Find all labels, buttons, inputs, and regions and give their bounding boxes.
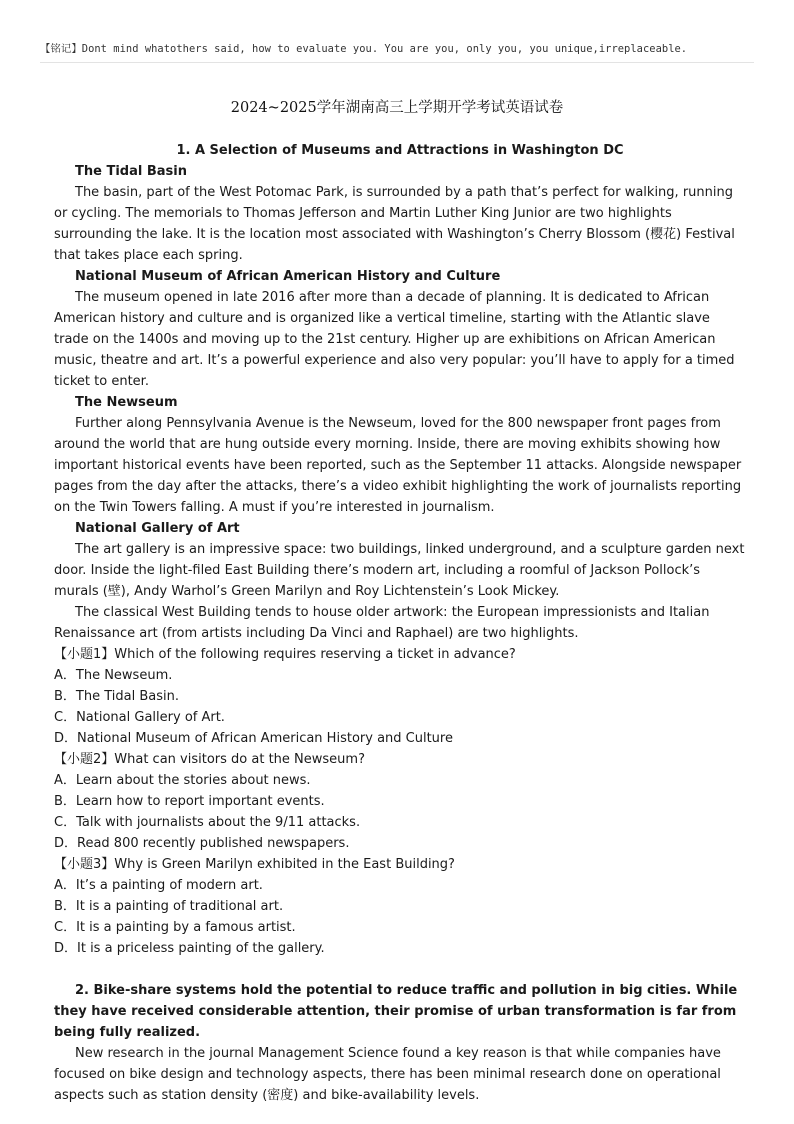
question-stem: 【小题3】Why is Green Marilyn exhibited in the East Building? bbox=[54, 857, 455, 872]
section-heading-national-gallery: National Gallery of Art bbox=[75, 521, 240, 536]
section-paragraph: The museum opened in late 2016 after more than a decade of planning. It is dedicated to African American history and culture and is organized like a vertical timeline, starting with the Atlantic slave trade on the 1400s and moving up to the 21st century. Higher up are exhibitions on African American music, theatre and art. It’s a powerful experience and also very popular: you’ll have to apply for a timed ticket to enter. bbox=[54, 290, 735, 389]
answer-option: A．Learn about the stories about news. bbox=[54, 773, 311, 788]
passage2-paragraph: New research in the journal Management Science found a key reason is that while companies have focused on bike design and technology aspects, there has been minimal research done on operational aspects such as station density (密度) and bike-availability levels. bbox=[54, 1046, 721, 1103]
section-heading-tidal-basin: The Tidal Basin bbox=[75, 164, 187, 179]
answer-option: C．National Gallery of Art. bbox=[54, 710, 225, 725]
answer-option: C．Talk with journalists about the 9/11 attacks. bbox=[54, 815, 361, 830]
motto-header: 【铭记】Dont mind whatothers said, how to evaluate you. You are you, only you, you unique,irreplaceable. bbox=[40, 40, 754, 63]
answer-option: B．The Tidal Basin. bbox=[54, 689, 179, 704]
question-stem: 【小题2】What can visitors do at the Newseum? bbox=[54, 752, 365, 767]
answer-option: B．It is a painting of traditional art. bbox=[54, 899, 284, 914]
exam-title: 2024~2025学年湖南高三上学期开学考试英语试卷 bbox=[230, 100, 564, 116]
answer-option: A．The Newseum. bbox=[54, 668, 173, 683]
passage2-title: 2. Bike-share systems hold the potential to reduce traffic and pollution in big cities. While they have received considerable attention, their promise of urban transformation is far from being fully realized. bbox=[54, 983, 738, 1040]
passage-divider-space bbox=[54, 959, 746, 980]
section-paragraph: The basin, part of the West Potomac Park, is surrounded by a path that’s perfect for walking, running or cycling. The memorials to Thomas Jefferson and Martin Luther King Junior are two highlights surrounding the lake. It is the location most associated with Washington’s Cherry Blossom (樱花) Festival that takes place each spring. bbox=[54, 185, 735, 263]
answer-option: B．Learn how to report important events. bbox=[54, 794, 325, 809]
question-stem: 【小题1】Which of the following requires reserving a ticket in advance? bbox=[54, 647, 516, 662]
section-paragraph: Further along Pennsylvania Avenue is the Newseum, loved for the 800 newspaper front pages from around the world that are hung outside every morning. Inside, there are moving exhibits showing how important historical events have been reported, such as the September 11 attacks. Alongside newspaper pages from the day after the attacks, there’s a video exhibit highlighting the work of journalists reporting on the Twin Towers falling. A must if you’re interested in journalism. bbox=[54, 416, 742, 515]
exam-content bbox=[54, 140, 746, 1106]
section-heading-african-american-museum: National Museum of African American History and Culture bbox=[75, 269, 501, 284]
answer-option: A．It’s a painting of modern art. bbox=[54, 878, 263, 893]
section-paragraph: The art gallery is an impressive space: two buildings, linked underground, and a sculpture garden next door. Inside the light-filed East Building there’s modern art, including a roomful of Jackson Pollock’s murals (壁), Andy Warhol’s Green Marilyn and Roy Lichtenstein’s Look Mickey. bbox=[54, 542, 745, 599]
answer-option: D．Read 800 recently published newspapers. bbox=[54, 836, 350, 851]
passage1-title: 1. A Selection of Museums and Attractions in Washington DC bbox=[176, 143, 624, 158]
answer-option: C．It is a painting by a famous artist. bbox=[54, 920, 296, 935]
section-paragraph: The classical West Building tends to house older artwork: the European impressionists and Italian Renaissance art (from artists including Da Vinci and Raphael) are two highlights. bbox=[54, 605, 710, 641]
answer-option: D．It is a priceless painting of the gallery. bbox=[54, 941, 325, 956]
section-heading-newseum: The Newseum bbox=[75, 395, 178, 410]
answer-option: D．National Museum of African American History and Culture bbox=[54, 731, 453, 746]
